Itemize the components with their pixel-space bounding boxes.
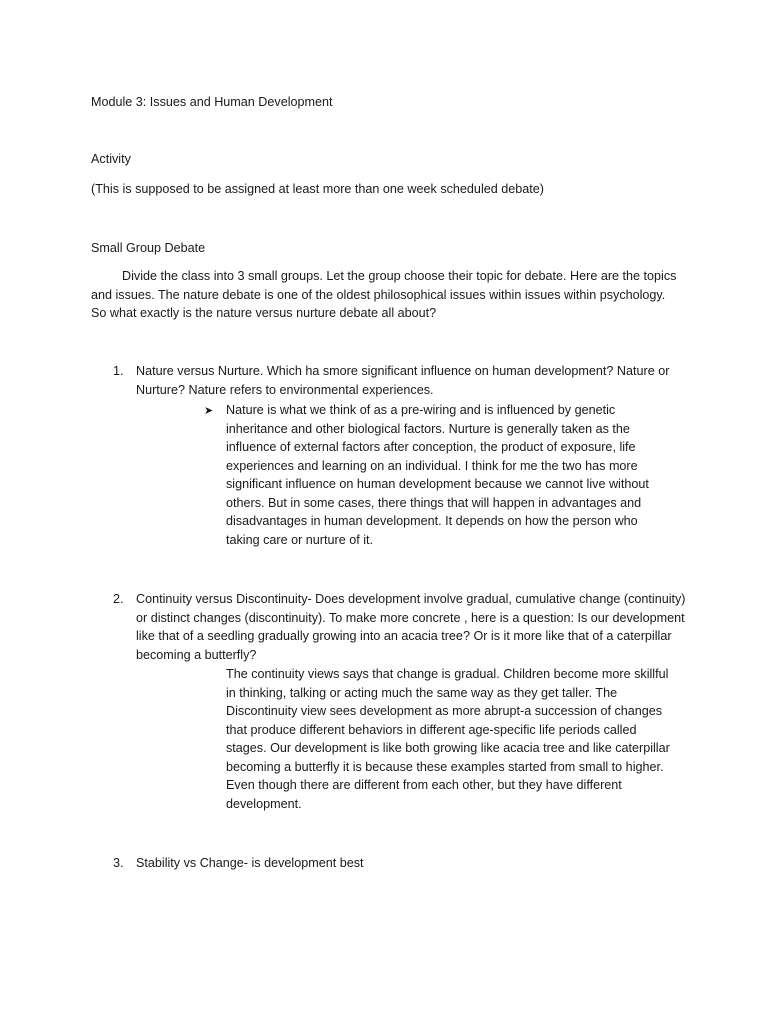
section-heading: Small Group Debate (91, 241, 206, 255)
item-bullet-text: Nature is what we think of as a pre-wiring and is influenced by genetic inheritance and other biological factors. Nurture is generally taken as the influence of external factors after conception, the product of exposure, life experiences and learning on an individual. I think for me the two has more significant influence on human development because we cannot live without others. But in some cases, there things that will happen in advantages and disadvantages in human development. It depends on how the person who taking care or nurture of it. (226, 403, 649, 547)
item-number: 1. (113, 364, 124, 378)
item-number: 2. (113, 592, 124, 606)
document-title: Module 3: Issues and Human Development (91, 95, 333, 109)
item-text: Nature versus Nurture. Which ha smore significant influence on human development? Nature or Nurture? Nature refers to environmental experiences. (136, 364, 670, 397)
intro-paragraph: Divide the class into 3 small groups. Let the group choose their topic for debate. Here are the topics and issues. The nature debate is one of the oldest philosophical issues within issues within psychology. So what exactly is the nature versus nurture debate all about? (91, 269, 677, 320)
item-number: 3. (113, 856, 124, 870)
activity-note: (This is supposed to be assigned at least more than one week scheduled debate) (91, 182, 544, 196)
item-answer-text: The continuity views says that change is gradual. Children become more skillful in thinking, talking or acting much the same way as they get taller. The Discontinuity view sees development as more abrupt-a succession of changes that produce different behaviors in different age-specific life periods called stages. Our development is like both growing like acacia tree and like caterpillar becoming a butterfly it is because these examples started from small to higher. Even though there are different from each other, but they have different development. (226, 667, 670, 811)
arrow-bullet-icon: ➤ (204, 405, 214, 417)
activity-heading: Activity (91, 152, 131, 166)
item-text: Stability vs Change- is development best (136, 856, 364, 870)
item-text: Continuity versus Discontinuity- Does development involve gradual, cumulative change (continuity) or distinct changes (discontinuity). To make more concrete , here is a question: Is our development like that of a seedling gradually growing into an acacia tree? Or is it more like that of a caterpillar becoming a butterfly? (136, 592, 686, 662)
